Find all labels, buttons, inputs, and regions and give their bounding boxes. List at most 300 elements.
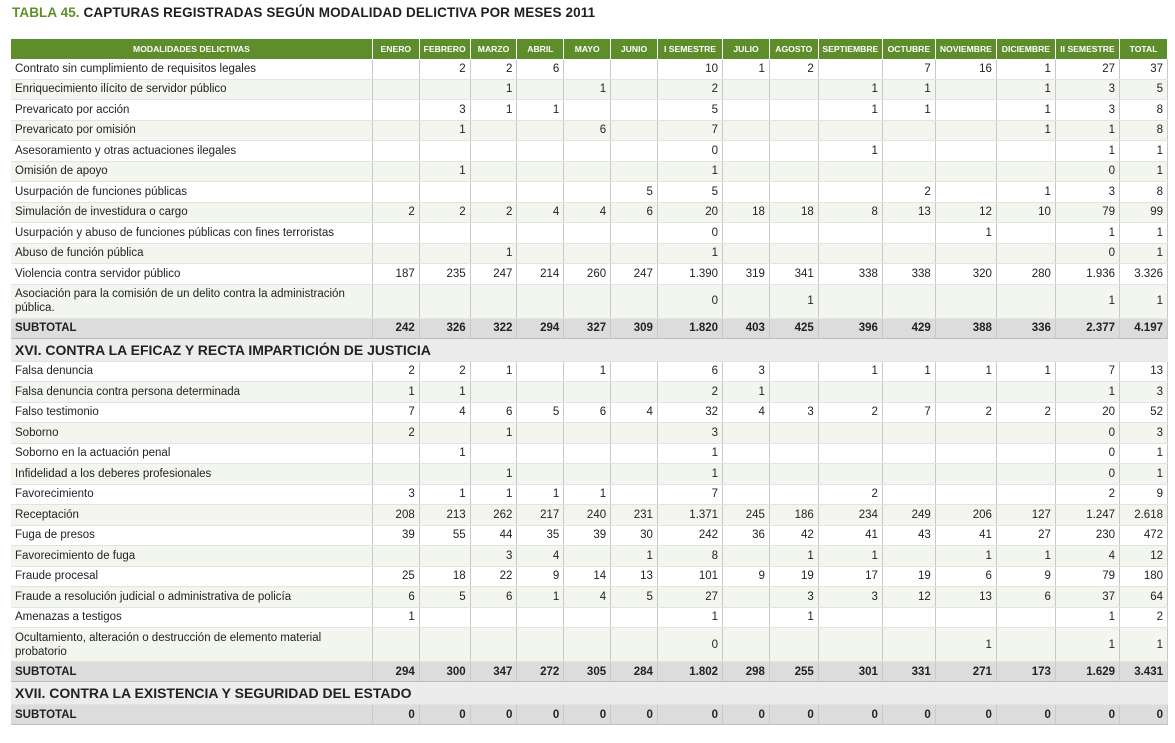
cell-value [769, 484, 818, 505]
cell-value [470, 382, 517, 403]
cell-value [818, 120, 882, 141]
table-title [12, 5, 595, 20]
cell-value: 6 [935, 566, 996, 587]
cell-value [818, 464, 882, 485]
cell-value: 8 [1120, 100, 1168, 121]
table-row [11, 525, 1168, 546]
cell-value [882, 284, 935, 318]
cell-value: 1.247 [1055, 505, 1119, 526]
cell-value: 320 [935, 264, 996, 285]
cell-value: 64 [1120, 587, 1168, 608]
cell-value: 187 [372, 264, 419, 285]
cell-value: 6 [996, 587, 1055, 608]
row-label: Omisión de apoyo [11, 161, 372, 182]
cell-value: 1 [769, 284, 818, 318]
cell-value [882, 141, 935, 162]
cell-value [723, 464, 770, 485]
cell-value [935, 79, 996, 100]
cell-value [935, 464, 996, 485]
cell-value: 5 [1120, 79, 1168, 100]
cell-value [769, 628, 818, 662]
cell-value: 127 [996, 505, 1055, 526]
cell-value: 6 [564, 402, 611, 423]
cell-value [564, 243, 611, 264]
cell-value: 173 [996, 662, 1055, 682]
row-label: Fraude a resolución judicial o administrativa de policía [11, 587, 372, 608]
cell-value: 13 [935, 587, 996, 608]
table-row [11, 484, 1168, 505]
cell-value: 341 [769, 264, 818, 285]
cell-value: 1 [419, 161, 470, 182]
cell-value: 44 [470, 525, 517, 546]
column-header: MARZO [470, 39, 517, 59]
cell-value [611, 628, 658, 662]
cell-value: 3 [657, 423, 722, 444]
cell-value [769, 223, 818, 244]
row-label: Falsa denuncia contra persona determinada [11, 382, 372, 403]
cell-value [419, 182, 470, 203]
cell-value: 234 [818, 505, 882, 526]
column-header: MODALIDADES DELICTIVAS [11, 39, 372, 59]
cell-value [723, 546, 770, 567]
cell-value [723, 284, 770, 318]
cell-value: 1 [1120, 284, 1168, 318]
cell-value [769, 464, 818, 485]
section-header-row [11, 338, 1168, 361]
table-row [11, 361, 1168, 382]
cell-value: 12 [882, 587, 935, 608]
cell-value [564, 443, 611, 464]
cell-value [470, 141, 517, 162]
cell-value: 1 [996, 100, 1055, 121]
cell-value: 1 [1120, 464, 1168, 485]
table-row [11, 264, 1168, 285]
row-label: SUBTOTAL [11, 705, 372, 725]
cell-value [769, 443, 818, 464]
cell-value: 1 [996, 546, 1055, 567]
cell-value [769, 161, 818, 182]
cell-value: 1 [470, 423, 517, 444]
cell-value [882, 607, 935, 628]
cell-value [769, 382, 818, 403]
table-row [11, 100, 1168, 121]
cell-value [517, 79, 564, 100]
cell-value: 0 [1055, 423, 1119, 444]
cell-value: 2 [935, 402, 996, 423]
cell-value: 242 [657, 525, 722, 546]
cell-value: 217 [517, 505, 564, 526]
cell-value [419, 423, 470, 444]
table-row [11, 79, 1168, 100]
cell-value: 1 [419, 443, 470, 464]
cell-value [818, 182, 882, 203]
table-row [11, 382, 1168, 403]
cell-value: 1 [657, 161, 722, 182]
cell-value: 1 [723, 59, 770, 79]
table-body [11, 59, 1168, 725]
row-label: Falso testimonio [11, 402, 372, 423]
cell-value: 14 [564, 566, 611, 587]
cell-value: 327 [564, 318, 611, 338]
cell-value: 27 [996, 525, 1055, 546]
cell-value [723, 607, 770, 628]
row-label: Simulación de investidura o cargo [11, 202, 372, 223]
row-label: Infidelidad a los deberes profesionales [11, 464, 372, 485]
cell-value: 1.820 [657, 318, 722, 338]
cell-value: 1 [769, 607, 818, 628]
cell-value: 240 [564, 505, 611, 526]
cell-value: 294 [372, 662, 419, 682]
cell-value: 32 [657, 402, 722, 423]
cell-value: 0 [372, 705, 419, 725]
subtotal-row [11, 705, 1168, 725]
cell-value [996, 464, 1055, 485]
cell-value: 4 [419, 402, 470, 423]
cell-value: 5 [419, 587, 470, 608]
cell-value: 9 [996, 566, 1055, 587]
cell-value [611, 100, 658, 121]
cell-value: 1 [818, 546, 882, 567]
cell-value: 4 [517, 202, 564, 223]
cell-value [882, 464, 935, 485]
cell-value: 247 [611, 264, 658, 285]
cell-value: 2 [657, 382, 722, 403]
cell-value: 429 [882, 318, 935, 338]
cell-value: 0 [517, 705, 564, 725]
cell-value: 13 [1120, 361, 1168, 382]
cell-value [611, 382, 658, 403]
row-label: Prevaricato por omisión [11, 120, 372, 141]
cell-value [372, 182, 419, 203]
column-header: II SEMESTRE [1055, 39, 1119, 59]
cell-value [882, 161, 935, 182]
cell-value: 0 [723, 705, 770, 725]
cell-value: 1.629 [1055, 662, 1119, 682]
cell-value: 2 [657, 79, 722, 100]
cell-value [818, 443, 882, 464]
cell-value [564, 100, 611, 121]
cell-value [723, 100, 770, 121]
cell-value: 1 [1120, 243, 1168, 264]
cell-value: 1 [1055, 141, 1119, 162]
cell-value: 1 [1055, 607, 1119, 628]
column-header: NOVIEMBRE [935, 39, 996, 59]
cell-value: 27 [657, 587, 722, 608]
cell-value [935, 243, 996, 264]
cell-value: 2 [372, 361, 419, 382]
cell-value: 1 [1055, 628, 1119, 662]
cell-value [818, 382, 882, 403]
cell-value: 1 [996, 120, 1055, 141]
cell-value [564, 223, 611, 244]
cell-value [419, 628, 470, 662]
cell-value: 230 [1055, 525, 1119, 546]
cell-value: 79 [1055, 202, 1119, 223]
cell-value: 0 [1055, 705, 1119, 725]
cell-value: 3 [769, 402, 818, 423]
cell-value [611, 284, 658, 318]
cell-value: 25 [372, 566, 419, 587]
cell-value: 1 [935, 546, 996, 567]
cell-value: 1 [1055, 120, 1119, 141]
cell-value: 42 [769, 525, 818, 546]
cell-value: 39 [564, 525, 611, 546]
cell-value [882, 423, 935, 444]
cell-value [517, 284, 564, 318]
cell-value: 18 [769, 202, 818, 223]
cell-value: 235 [419, 264, 470, 285]
cell-value: 20 [1055, 402, 1119, 423]
cell-value [372, 120, 419, 141]
cell-value: 2 [1120, 607, 1168, 628]
cell-value: 36 [723, 525, 770, 546]
cell-value: 0 [882, 705, 935, 725]
cell-value: 1 [564, 79, 611, 100]
cell-value: 1 [1120, 443, 1168, 464]
table-row [11, 120, 1168, 141]
cell-value [517, 361, 564, 382]
cell-value: 0 [657, 705, 722, 725]
cell-value [818, 243, 882, 264]
cell-value: 3 [818, 587, 882, 608]
cell-value: 1 [564, 361, 611, 382]
table-row [11, 505, 1168, 526]
row-label: Soborno en la actuación penal [11, 443, 372, 464]
section-title: XVII. CONTRA LA EXISTENCIA Y SEGURIDAD DEL ESTADO [11, 682, 1168, 705]
cell-value: 1 [882, 361, 935, 382]
cell-value: 13 [882, 202, 935, 223]
cell-value [611, 59, 658, 79]
cell-value: 1 [818, 100, 882, 121]
cell-value: 472 [1120, 525, 1168, 546]
cell-value: 242 [372, 318, 419, 338]
cell-value [996, 607, 1055, 628]
cell-value: 4 [564, 202, 611, 223]
cell-value [372, 161, 419, 182]
cell-value [935, 423, 996, 444]
cell-value: 338 [818, 264, 882, 285]
cell-value [372, 546, 419, 567]
cell-value [769, 100, 818, 121]
cell-value: 6 [657, 361, 722, 382]
cell-value: 4 [564, 587, 611, 608]
table-number: TABLA 45. [12, 5, 80, 20]
cell-value [564, 423, 611, 444]
cell-value: 6 [470, 402, 517, 423]
cell-value [996, 423, 1055, 444]
cell-value: 18 [723, 202, 770, 223]
cell-value: 1 [996, 79, 1055, 100]
cell-value: 20 [657, 202, 722, 223]
cell-value: 403 [723, 318, 770, 338]
cell-value [996, 243, 1055, 264]
cell-value [996, 484, 1055, 505]
row-label: Contrato sin cumplimiento de requisitos legales [11, 59, 372, 79]
cell-value: 326 [419, 318, 470, 338]
cell-value: 19 [882, 566, 935, 587]
cell-value: 2 [372, 202, 419, 223]
cell-value: 1 [657, 243, 722, 264]
cell-value: 2 [470, 59, 517, 79]
cell-value: 7 [882, 402, 935, 423]
cell-value: 8 [1120, 120, 1168, 141]
cell-value: 30 [611, 525, 658, 546]
cell-value [723, 223, 770, 244]
cell-value: 2 [419, 202, 470, 223]
cell-value: 1 [517, 484, 564, 505]
column-header: I SEMESTRE [657, 39, 722, 59]
cell-value: 2 [882, 182, 935, 203]
cell-value: 0 [470, 705, 517, 725]
row-label: Amenazas a testigos [11, 607, 372, 628]
cell-value: 1 [657, 443, 722, 464]
cell-value: 1.802 [657, 662, 722, 682]
cell-value: 331 [882, 662, 935, 682]
subtotal-row [11, 662, 1168, 682]
table-title-text: CAPTURAS REGISTRADAS SEGÚN MODALIDAD DELICTIVA POR MESES 2011 [83, 5, 596, 20]
cell-value: 1 [470, 361, 517, 382]
table-row [11, 566, 1168, 587]
cell-value: 247 [470, 264, 517, 285]
cell-value: 0 [657, 628, 722, 662]
cell-value: 2 [470, 202, 517, 223]
cell-value: 9 [723, 566, 770, 587]
cell-value [996, 223, 1055, 244]
captures-table [11, 39, 1168, 725]
row-label: Abuso de función pública [11, 243, 372, 264]
cell-value [470, 607, 517, 628]
cell-value [611, 223, 658, 244]
cell-value [882, 243, 935, 264]
cell-value [935, 284, 996, 318]
cell-value: 4 [517, 546, 564, 567]
cell-value [882, 443, 935, 464]
cell-value: 309 [611, 318, 658, 338]
cell-value [769, 79, 818, 100]
row-label: Enriquecimiento ilícito de servidor público [11, 79, 372, 100]
table-row [11, 423, 1168, 444]
row-label: Favorecimiento [11, 484, 372, 505]
cell-value: 1 [657, 607, 722, 628]
cell-value [470, 443, 517, 464]
cell-value [818, 59, 882, 79]
cell-value: 272 [517, 662, 564, 682]
cell-value [996, 141, 1055, 162]
cell-value: 1 [517, 100, 564, 121]
cell-value [470, 161, 517, 182]
cell-value [935, 182, 996, 203]
column-header: JULIO [723, 39, 770, 59]
cell-value: 2.618 [1120, 505, 1168, 526]
cell-value [611, 161, 658, 182]
column-header: TOTAL [1120, 39, 1168, 59]
cell-value [419, 464, 470, 485]
cell-value: 37 [1120, 59, 1168, 79]
subtotal-row [11, 318, 1168, 338]
cell-value: 2 [769, 59, 818, 79]
cell-value [935, 443, 996, 464]
table-row [11, 223, 1168, 244]
cell-value [818, 423, 882, 444]
column-header: ABRIL [517, 39, 564, 59]
cell-value: 2 [1055, 484, 1119, 505]
cell-value: 0 [1055, 161, 1119, 182]
cell-value [723, 120, 770, 141]
cell-value: 180 [1120, 566, 1168, 587]
cell-value: 8 [1120, 182, 1168, 203]
cell-value: 1 [470, 79, 517, 100]
table-row [11, 628, 1168, 662]
cell-value: 1 [1120, 161, 1168, 182]
cell-value: 5 [657, 182, 722, 203]
cell-value: 1 [372, 607, 419, 628]
cell-value: 388 [935, 318, 996, 338]
row-label: SUBTOTAL [11, 318, 372, 338]
cell-value [419, 223, 470, 244]
section-header-row [11, 682, 1168, 705]
cell-value: 0 [818, 705, 882, 725]
cell-value: 1 [372, 382, 419, 403]
cell-value: 0 [657, 223, 722, 244]
cell-value [935, 141, 996, 162]
cell-value: 43 [882, 525, 935, 546]
cell-value [564, 382, 611, 403]
cell-value: 55 [419, 525, 470, 546]
table-row [11, 607, 1168, 628]
cell-value: 1.390 [657, 264, 722, 285]
column-header: SEPTIEMBRE [818, 39, 882, 59]
cell-value [470, 628, 517, 662]
cell-value: 8 [657, 546, 722, 567]
cell-value: 5 [657, 100, 722, 121]
column-header: OCTUBRE [882, 39, 935, 59]
cell-value [470, 120, 517, 141]
cell-value: 6 [611, 202, 658, 223]
cell-value [419, 546, 470, 567]
cell-value: 213 [419, 505, 470, 526]
cell-value: 1 [470, 100, 517, 121]
cell-value [769, 423, 818, 444]
cell-value: 1 [1055, 284, 1119, 318]
cell-value [470, 223, 517, 244]
cell-value: 1 [419, 120, 470, 141]
cell-value: 0 [996, 705, 1055, 725]
cell-value: 208 [372, 505, 419, 526]
cell-value [611, 141, 658, 162]
cell-value: 347 [470, 662, 517, 682]
cell-value: 425 [769, 318, 818, 338]
cell-value: 6 [470, 587, 517, 608]
cell-value: 0 [564, 705, 611, 725]
cell-value [723, 182, 770, 203]
cell-value: 6 [372, 587, 419, 608]
cell-value: 2 [372, 423, 419, 444]
cell-value [611, 443, 658, 464]
cell-value: 4 [723, 402, 770, 423]
cell-value: 1 [419, 484, 470, 505]
cell-value [882, 546, 935, 567]
cell-value: 2 [818, 402, 882, 423]
row-label: Ocultamiento, alteración o destrucción de elemento material probatorio [11, 628, 372, 662]
cell-value: 255 [769, 662, 818, 682]
cell-value: 2 [419, 361, 470, 382]
cell-value [882, 223, 935, 244]
cell-value [517, 607, 564, 628]
cell-value: 9 [1120, 484, 1168, 505]
cell-value: 231 [611, 505, 658, 526]
cell-value [517, 443, 564, 464]
table-row [11, 402, 1168, 423]
